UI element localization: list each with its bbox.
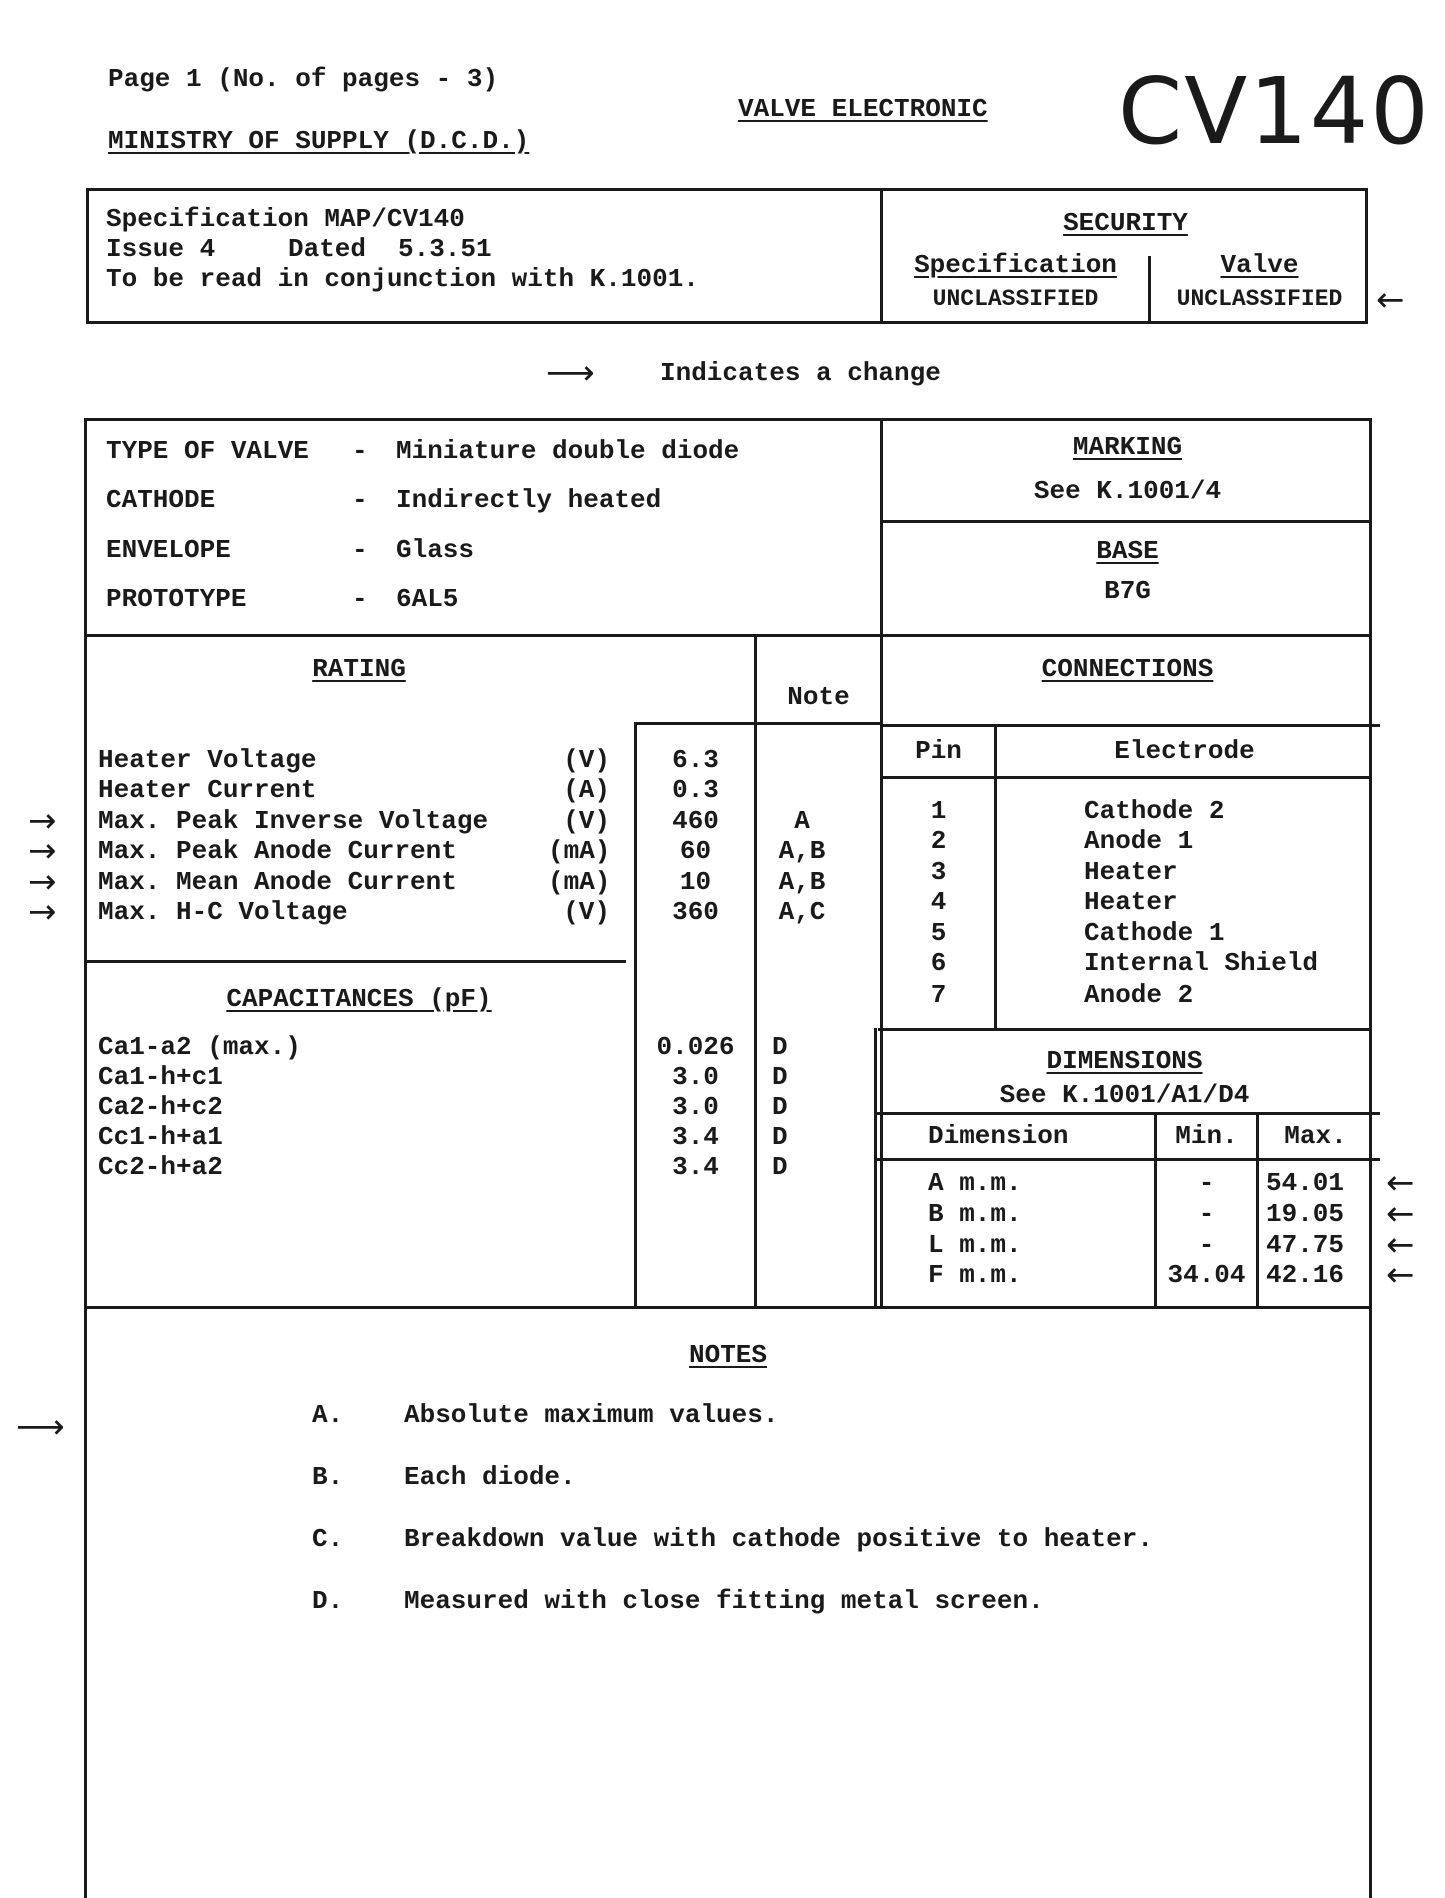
spec-dated-value: 5.3.51	[398, 234, 492, 264]
capacitance-note: D	[772, 1032, 788, 1062]
capacitance-name: Cc1-h+a1	[98, 1122, 223, 1152]
valve-info-value: Glass	[396, 535, 475, 565]
base-value: B7G	[1104, 576, 1151, 606]
spec-issue: Issue 4	[106, 234, 216, 264]
rating-value: 460	[672, 806, 719, 836]
valve-info-value: Miniature double diode	[396, 436, 740, 466]
notes-title: NOTES	[688, 1340, 767, 1370]
change-arrow-icon: →	[28, 862, 57, 902]
capacitance-value: 3.0	[672, 1092, 719, 1122]
dimensions-ref: See K.1001/A1/D4	[999, 1080, 1250, 1110]
rating-value: 6.3	[672, 745, 719, 775]
dimension-name: F m.m.	[928, 1260, 1022, 1290]
capacitance-name: Ca1-a2 (max.)	[98, 1032, 301, 1062]
dimensions-header-top	[877, 1112, 1380, 1115]
rating-unit: (A)	[563, 775, 610, 805]
change-arrow-icon: ⟶	[546, 353, 595, 393]
change-arrow-icon: →	[28, 892, 57, 932]
dimension-max: 42.16	[1266, 1260, 1345, 1290]
capacitance-note: D	[772, 1062, 788, 1092]
capacitance-name: Ca2-h+c2	[98, 1092, 223, 1122]
security-valve-label: Valve	[1220, 250, 1299, 280]
rating-unit: (V)	[563, 745, 610, 775]
pin-number: 2	[930, 826, 947, 856]
max-header: Max.	[1284, 1121, 1347, 1151]
change-arrow-icon: ←	[1386, 1225, 1415, 1265]
electrode-name: Anode 2	[1084, 980, 1194, 1010]
capacitance-value: 3.4	[672, 1152, 719, 1182]
spec-conjunction: To be read in conjunction with K.1001.	[106, 264, 699, 294]
rating-value: 60	[679, 836, 712, 866]
capacitance-name: Ca1-h+c1	[98, 1062, 223, 1092]
rating-note: A,C	[778, 897, 826, 927]
note-key: A.	[312, 1400, 344, 1430]
note-header: Note	[787, 682, 850, 712]
rating-name: Max. Peak Anode Current	[98, 836, 457, 866]
rating-header-bottom	[634, 722, 883, 725]
rating-name: Max. H-C Voltage	[98, 897, 348, 927]
dimension-header: Dimension	[928, 1121, 1069, 1151]
pin-number: 6	[930, 948, 947, 978]
rating-unit: (mA)	[548, 836, 611, 866]
dimension-max: 19.05	[1266, 1199, 1345, 1229]
dimension-max: 47.75	[1266, 1230, 1345, 1260]
electrode-header: Electrode	[1114, 736, 1255, 766]
marking-title: MARKING	[1072, 432, 1183, 462]
valve-info-label: PROTOTYPE	[106, 584, 247, 614]
connections-title: CONNECTIONS	[1041, 654, 1214, 684]
spec-dated-label: Dated	[288, 234, 367, 264]
dimension-max: 54.01	[1266, 1168, 1345, 1198]
note-text: Measured with close fitting metal screen.	[404, 1586, 1044, 1616]
capacitance-value: 3.4	[672, 1122, 719, 1152]
security-spec-label: Specification	[914, 250, 1117, 280]
capacitance-name: Cc2-h+a2	[98, 1152, 223, 1182]
rating-note: A,B	[778, 867, 826, 897]
pin-number: 4	[930, 887, 947, 917]
change-arrow-icon: ←	[1386, 1163, 1415, 1203]
capacitance-note: D	[772, 1152, 788, 1182]
dimension-min: -	[1198, 1168, 1215, 1198]
marking-bottom	[883, 520, 1372, 523]
pin-header: Pin	[915, 736, 962, 766]
rating-name: Heater Current	[98, 775, 317, 805]
security-valve-value: UNCLASSIFIED	[1176, 286, 1343, 312]
valve-info-value: 6AL5	[396, 584, 459, 614]
rating-value: 10	[679, 867, 712, 897]
valve-info-dash: -	[352, 584, 368, 614]
electrode-name: Cathode 2	[1084, 796, 1225, 826]
connections-header-top	[883, 724, 1380, 727]
note-text: Absolute maximum values.	[404, 1400, 779, 1430]
rating-name: Heater Voltage	[98, 745, 317, 775]
capacitance-note: D	[772, 1092, 788, 1122]
valve-info-label: CATHODE	[106, 485, 216, 515]
dimension-min: -	[1198, 1230, 1215, 1260]
valve-info-dash: -	[352, 535, 368, 565]
dimension-name: L m.m.	[928, 1230, 1022, 1260]
rating-name: Max. Peak Inverse Voltage	[98, 806, 489, 836]
pin-number: 3	[930, 857, 947, 887]
pin-number: 5	[930, 918, 947, 948]
valve-code: CV140	[1118, 58, 1431, 165]
note-text: Each diode.	[404, 1462, 576, 1492]
dimension-name: A m.m.	[928, 1168, 1022, 1198]
dimensions-title: DIMENSIONS	[1046, 1046, 1203, 1076]
dimensions-header-bottom	[877, 1158, 1380, 1161]
rating-unit: (V)	[563, 897, 610, 927]
rating-title: RATING	[312, 654, 406, 684]
page-info: Page 1 (No. of pages - 3)	[108, 64, 499, 94]
change-arrow-icon: →	[28, 831, 57, 871]
rating-unit: (V)	[563, 806, 610, 836]
spec-number: Specification MAP/CV140	[106, 204, 465, 234]
capacitance-divider	[84, 960, 626, 963]
capacitances-title: CAPACITANCES (pF)	[226, 984, 492, 1014]
valve-info-dash: -	[352, 436, 368, 466]
ministry-title: MINISTRY OF SUPPLY (D.C.D.)	[108, 126, 530, 156]
electrode-name: Internal Shield	[1084, 948, 1319, 978]
note-key: C.	[312, 1524, 344, 1554]
connections-header-bottom	[883, 776, 1372, 779]
rating-value: 0.3	[672, 775, 719, 805]
capacitance-value: 0.026	[656, 1032, 735, 1062]
dimension-min: 34.04	[1167, 1260, 1246, 1290]
valve-info-bottom	[84, 634, 1372, 637]
electrode-name: Anode 1	[1084, 826, 1194, 856]
rating-note: A,B	[778, 836, 826, 866]
change-arrow-icon: ←	[1376, 280, 1405, 320]
electrode-name: Heater	[1084, 857, 1178, 887]
doc-type: VALVE ELECTRONIC	[738, 94, 988, 124]
rating-unit: (mA)	[548, 867, 611, 897]
change-arrow-icon: ←	[1386, 1194, 1415, 1234]
pin-number: 1	[930, 796, 947, 826]
rating-name: Max. Mean Anode Current	[98, 867, 457, 897]
note-text: Breakdown value with cathode positive to heater.	[404, 1524, 1153, 1554]
pin-number: 7	[930, 980, 947, 1010]
capacitance-note: D	[772, 1122, 788, 1152]
valve-info-value: Indirectly heated	[396, 485, 662, 515]
min-header: Min.	[1175, 1121, 1238, 1151]
dimension-min: -	[1198, 1199, 1215, 1229]
security-spec-value: UNCLASSIFIED	[932, 286, 1099, 312]
base-title: BASE	[1096, 536, 1159, 566]
note-key: B.	[312, 1462, 344, 1492]
rating-value: 360	[672, 897, 719, 927]
note-col-divider	[754, 634, 757, 1306]
valve-info-dash: -	[352, 485, 368, 515]
electrode-name: Heater	[1084, 887, 1178, 917]
electrode-name: Cathode 1	[1084, 918, 1225, 948]
change-note: Indicates a change	[660, 358, 941, 388]
ratings-bottom	[84, 1306, 1372, 1309]
change-arrow-icon: ←	[1386, 1255, 1415, 1295]
security-title: SECURITY	[1063, 208, 1188, 238]
marking-value: See K.1001/4	[1033, 476, 1222, 506]
rating-note: A	[794, 806, 810, 836]
change-arrow-icon: →	[28, 801, 57, 841]
capacitance-value: 3.0	[672, 1062, 719, 1092]
valve-info-label: ENVELOPE	[106, 535, 231, 565]
dimension-name: B m.m.	[928, 1199, 1022, 1229]
valve-info-label: TYPE OF VALVE	[106, 436, 309, 466]
note-key: D.	[312, 1586, 344, 1616]
connections-bottom	[878, 1028, 1372, 1031]
change-arrow-icon: ⟶	[16, 1407, 65, 1447]
pin-col-divider	[994, 724, 997, 1028]
